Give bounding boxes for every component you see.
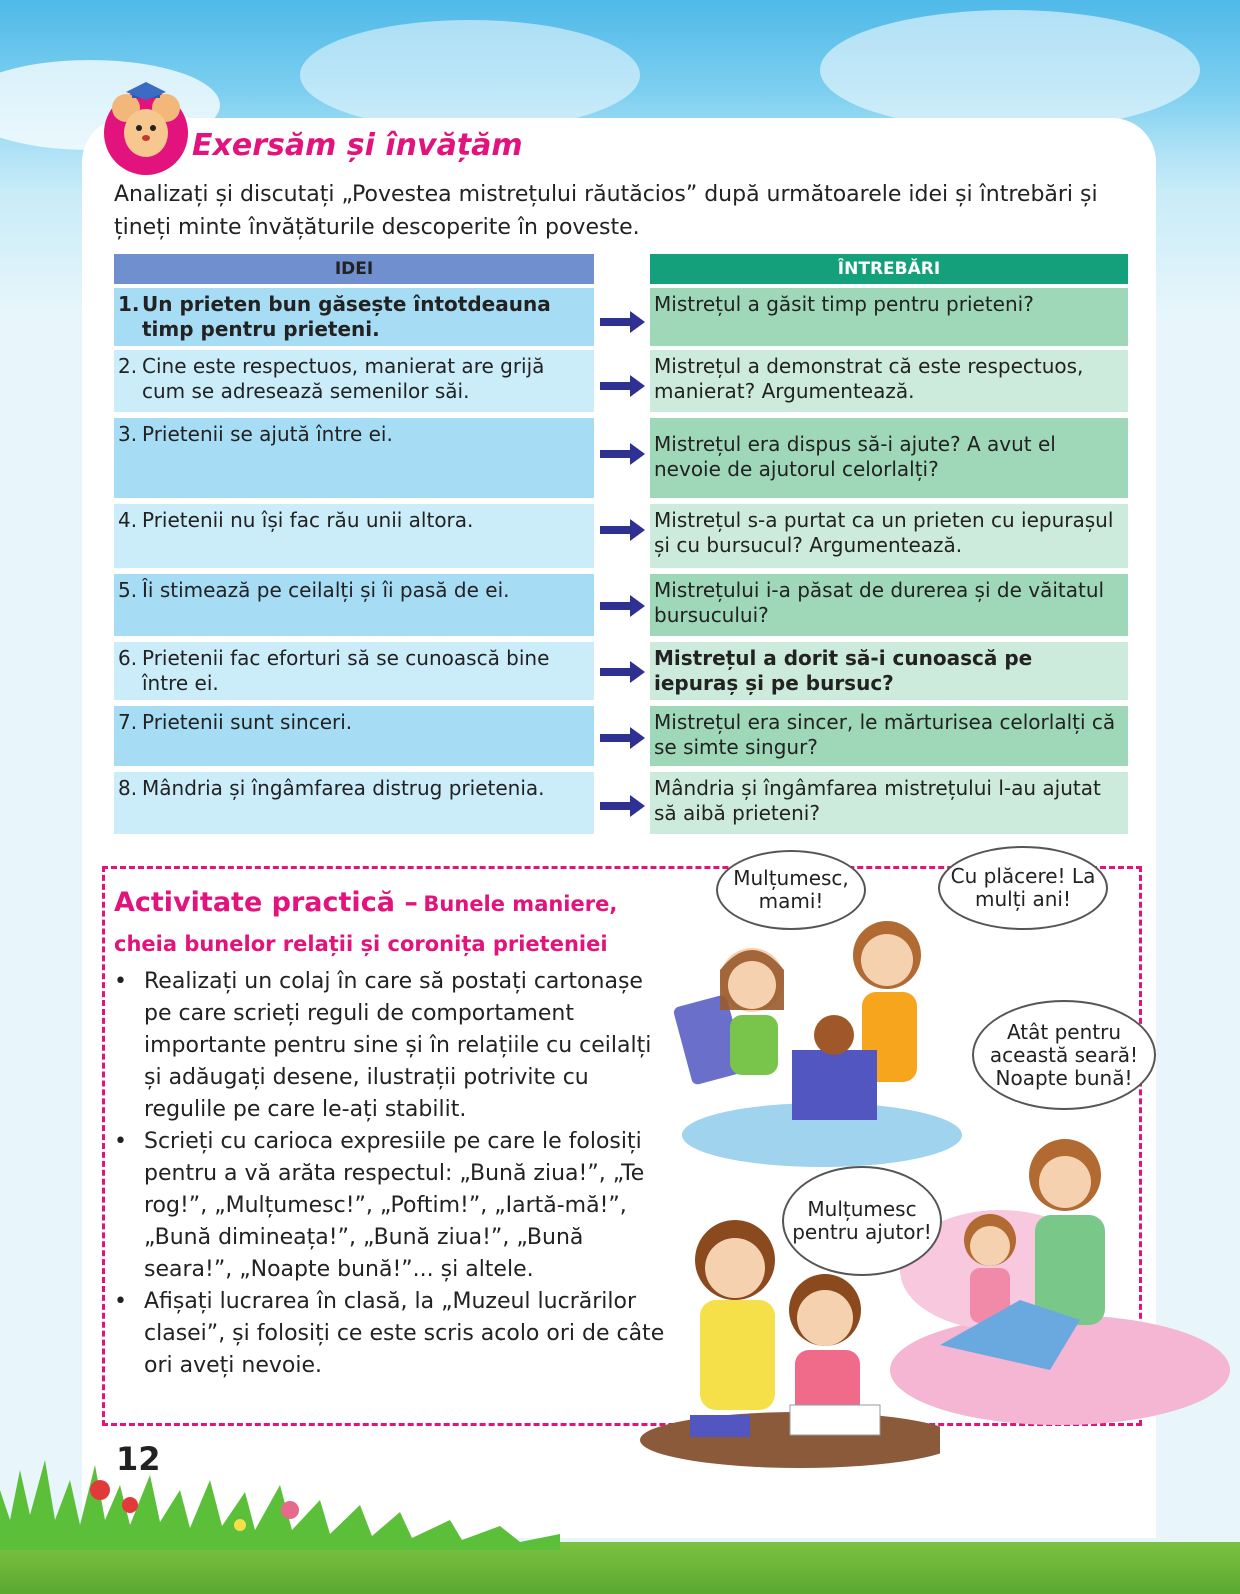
arrow-right-icon [600, 518, 646, 542]
idea-text: Cine este respectuos, manierat are grijă cum se adresează semenilor săi. [142, 354, 545, 403]
bullet-marker: • [114, 1289, 127, 1314]
idea-row [114, 418, 594, 498]
list-item-text: Afișați lucrarea în clasă, la „Muzeul lucrărilor clasei”, și folosiți ce este scris acolo ori de câte ori aveți nevoie. [144, 1289, 665, 1378]
idea-row [114, 574, 594, 636]
idea-text: Prietenii fac eforturi să se cunoască bine între ei. [142, 646, 550, 695]
idea-text: Îi stimează pe ceilalți și îi pasă de ei. [142, 578, 510, 602]
page-title: Exersăm și învățăm [192, 128, 523, 163]
activity-title [114, 884, 714, 965]
idea-row [114, 504, 594, 568]
bullet-marker: • [114, 969, 127, 994]
question-row: Mistrețul a demonstrat că este respectuos, manierat? Argumentează. [650, 350, 1128, 412]
activity-heading: Activitate practică – [114, 887, 418, 918]
arrow-right-icon [600, 442, 646, 466]
idea-row [114, 350, 594, 412]
idea-number: 7. [118, 710, 138, 734]
idea-row [114, 642, 594, 700]
list-item-text: Realizați un colaj în care să postați cartonașe pe care scrieți reguli de comportament importante pentru sine și în relațiile cu ceilalți și adăugați desene, ilustrații potrivite cu regulile pe care le-ați stabilit. [144, 969, 652, 1122]
speech-bubble: Mulțumesc, mami! [716, 850, 866, 930]
idea-text: Un prieten bun găsește întotdeauna timp pentru prieteni. [142, 292, 551, 341]
mouse-mascot-icon [96, 78, 196, 178]
idea-text: Prietenii sunt sinceri. [142, 710, 353, 734]
page-number: 12 [116, 1440, 161, 1478]
arrow-right-icon [600, 660, 646, 684]
idea-row [114, 772, 594, 834]
speech-bubble: Atât pentru această seară! Noapte bună! [972, 1000, 1156, 1110]
idea-text: Prietenii nu își fac rău unii altora. [142, 508, 474, 532]
arrow-right-icon [600, 594, 646, 618]
activity-list [112, 966, 672, 1382]
activity-subtitle: cheia bunelor relații și coronița prieteniei [114, 932, 608, 956]
idea-number: 6. [118, 646, 138, 670]
cloud [300, 20, 640, 130]
idea-text: Prietenii se ajută între ei. [142, 422, 393, 446]
question-row: Mândria și îngâmfarea mistrețului l-au ajutat să aibă prieteni? [650, 772, 1128, 834]
idea-row [114, 288, 594, 346]
bullet-marker: • [114, 1129, 127, 1154]
questions-column-header: ÎNTREBĂRI [650, 254, 1128, 284]
question-row: Mistrețul era sincer, le mărturisea celorlalți că se simte singur? [650, 706, 1128, 766]
question-row: Mistrețul a dorit să-i cunoască pe iepuraș și pe bursuc? [650, 642, 1128, 700]
question-row: Mistrețul a găsit timp pentru prieteni? [650, 288, 1128, 346]
list-item [112, 1126, 672, 1286]
speech-bubble: Cu plăcere! La mulți ani! [938, 846, 1108, 930]
idea-number: 3. [118, 422, 138, 446]
list-item [112, 966, 672, 1126]
question-row: Mistrețul era dispus să-i ajute? A avut el nevoie de ajutorul celorlalți? [650, 418, 1128, 498]
list-item [112, 1286, 672, 1382]
intro-text: Analizați și discutați „Povestea mistrețului răutăcios” după următoarele idei și întrebări și țineți minte învățăturile descoperite în poveste. [114, 182, 1098, 240]
arrow-right-icon [600, 726, 646, 750]
ideas-column-header: IDEI [114, 254, 594, 284]
question-row: Mistrețul s-a purtat ca un prieten cu iepurașul și cu bursucul? Argumentează. [650, 504, 1128, 568]
idea-number: 2. [118, 354, 138, 378]
arrow-right-icon [600, 794, 646, 818]
idea-text: Mândria și îngâmfarea distrug prietenia. [142, 776, 545, 800]
idea-row [114, 706, 594, 766]
idea-number: 5. [118, 578, 138, 602]
question-row: Mistrețului i-a păsat de durerea și de văitatul bursucului? [650, 574, 1128, 636]
speech-bubble: Mulțumesc pentru ajutor! [782, 1166, 942, 1276]
idea-number: 1. [118, 292, 140, 316]
grass-decoration-icon [0, 1430, 560, 1550]
arrow-right-icon [600, 310, 646, 334]
idea-number: 4. [118, 508, 138, 532]
activity-subtitle: Bunele maniere, [423, 892, 618, 916]
list-item-text: Scrieți cu carioca expresiile pe care le folosiți pentru a vă arăta respectul: „Bună ziua!”, „Te rog!”, „Mulțumesc!”, „Poftim!”, „Iartă-mă!”, „Bună dimineața!”, „Bună ziua!”, „Bună seara!”, „Noapte bună!”... și altele. [144, 1129, 645, 1282]
cloud [820, 10, 1200, 130]
idea-number: 8. [118, 776, 138, 800]
arrow-right-icon [600, 374, 646, 398]
